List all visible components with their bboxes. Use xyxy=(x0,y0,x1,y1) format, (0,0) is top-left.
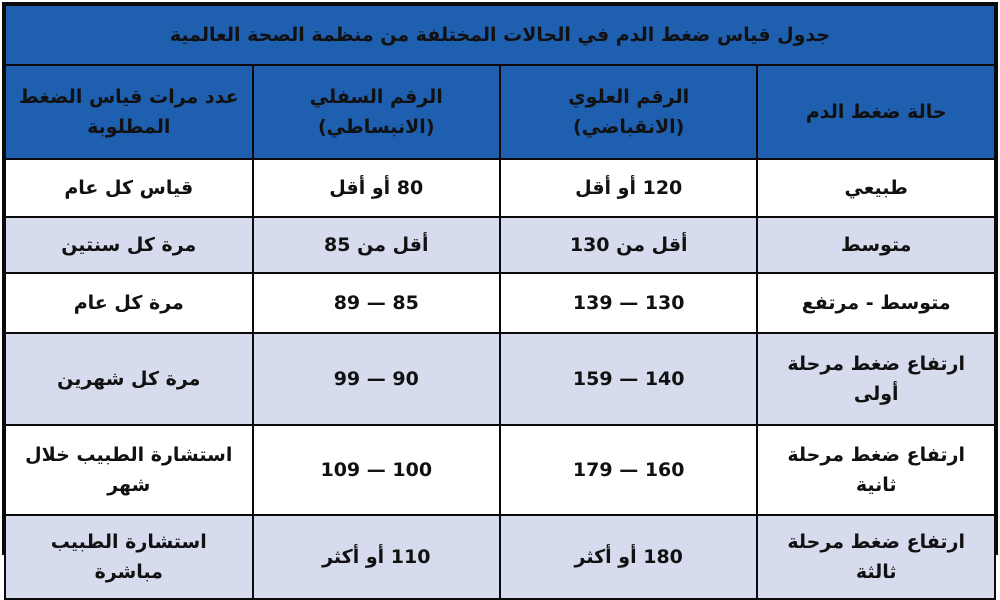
cell-systolic: أقل من 130 xyxy=(500,217,757,273)
cell-frequency: استشارة الطبيب مباشرة xyxy=(5,515,253,599)
column-header-systolic: الرقم العلوي (الانقباضي) xyxy=(500,65,757,159)
table-row xyxy=(5,333,995,425)
cell-state: ارتفاع ضغط مرحلة أولى xyxy=(757,333,995,425)
cell-frequency: استشارة الطبيب خلال شهر xyxy=(5,425,253,515)
cell-state: ارتفاع ضغط مرحلة ثانية xyxy=(757,425,995,515)
column-header-diastolic: الرقم السفلي (الانبساطي) xyxy=(253,65,501,159)
cell-diastolic: 90 — 99 xyxy=(253,333,501,425)
table-title: جدول قياس ضغط الدم في الحالات المختلفة من منظمة الصحة العالمية xyxy=(5,5,995,65)
table-row xyxy=(5,425,995,515)
table-row xyxy=(5,273,995,333)
blood-pressure-table-frame xyxy=(2,2,998,583)
cell-diastolic: 80 أو أقل xyxy=(253,159,501,217)
cell-state: متوسط xyxy=(757,217,995,273)
table-row xyxy=(5,159,995,217)
cell-systolic: 130 — 139 xyxy=(500,273,757,333)
cell-systolic: 180 أو أكثر xyxy=(500,515,757,599)
cell-diastolic: 85 — 89 xyxy=(253,273,501,333)
cell-systolic: 120 أو أقل xyxy=(500,159,757,217)
table-row xyxy=(5,217,995,273)
cell-state: متوسط - مرتفع xyxy=(757,273,995,333)
table-title-row xyxy=(5,5,995,65)
cell-frequency: قياس كل عام xyxy=(5,159,253,217)
cell-frequency: مرة كل سنتين xyxy=(5,217,253,273)
column-header-state: حالة ضغط الدم xyxy=(757,65,995,159)
column-header-frequency: عدد مرات قياس الضغط المطلوبة xyxy=(5,65,253,159)
blood-pressure-table xyxy=(4,4,996,600)
cell-frequency: مرة كل عام xyxy=(5,273,253,333)
table-row xyxy=(5,515,995,599)
cell-diastolic: 100 — 109 xyxy=(253,425,501,515)
cell-systolic: 160 — 179 xyxy=(500,425,757,515)
column-header-row xyxy=(5,65,995,159)
cell-state: ارتفاع ضغط مرحلة ثالثة xyxy=(757,515,995,599)
cell-diastolic: أقل من 85 xyxy=(253,217,501,273)
cell-frequency: مرة كل شهرين xyxy=(5,333,253,425)
cell-diastolic: 110 أو أكثر xyxy=(253,515,501,599)
cell-systolic: 140 — 159 xyxy=(500,333,757,425)
cell-state: طبيعي xyxy=(757,159,995,217)
